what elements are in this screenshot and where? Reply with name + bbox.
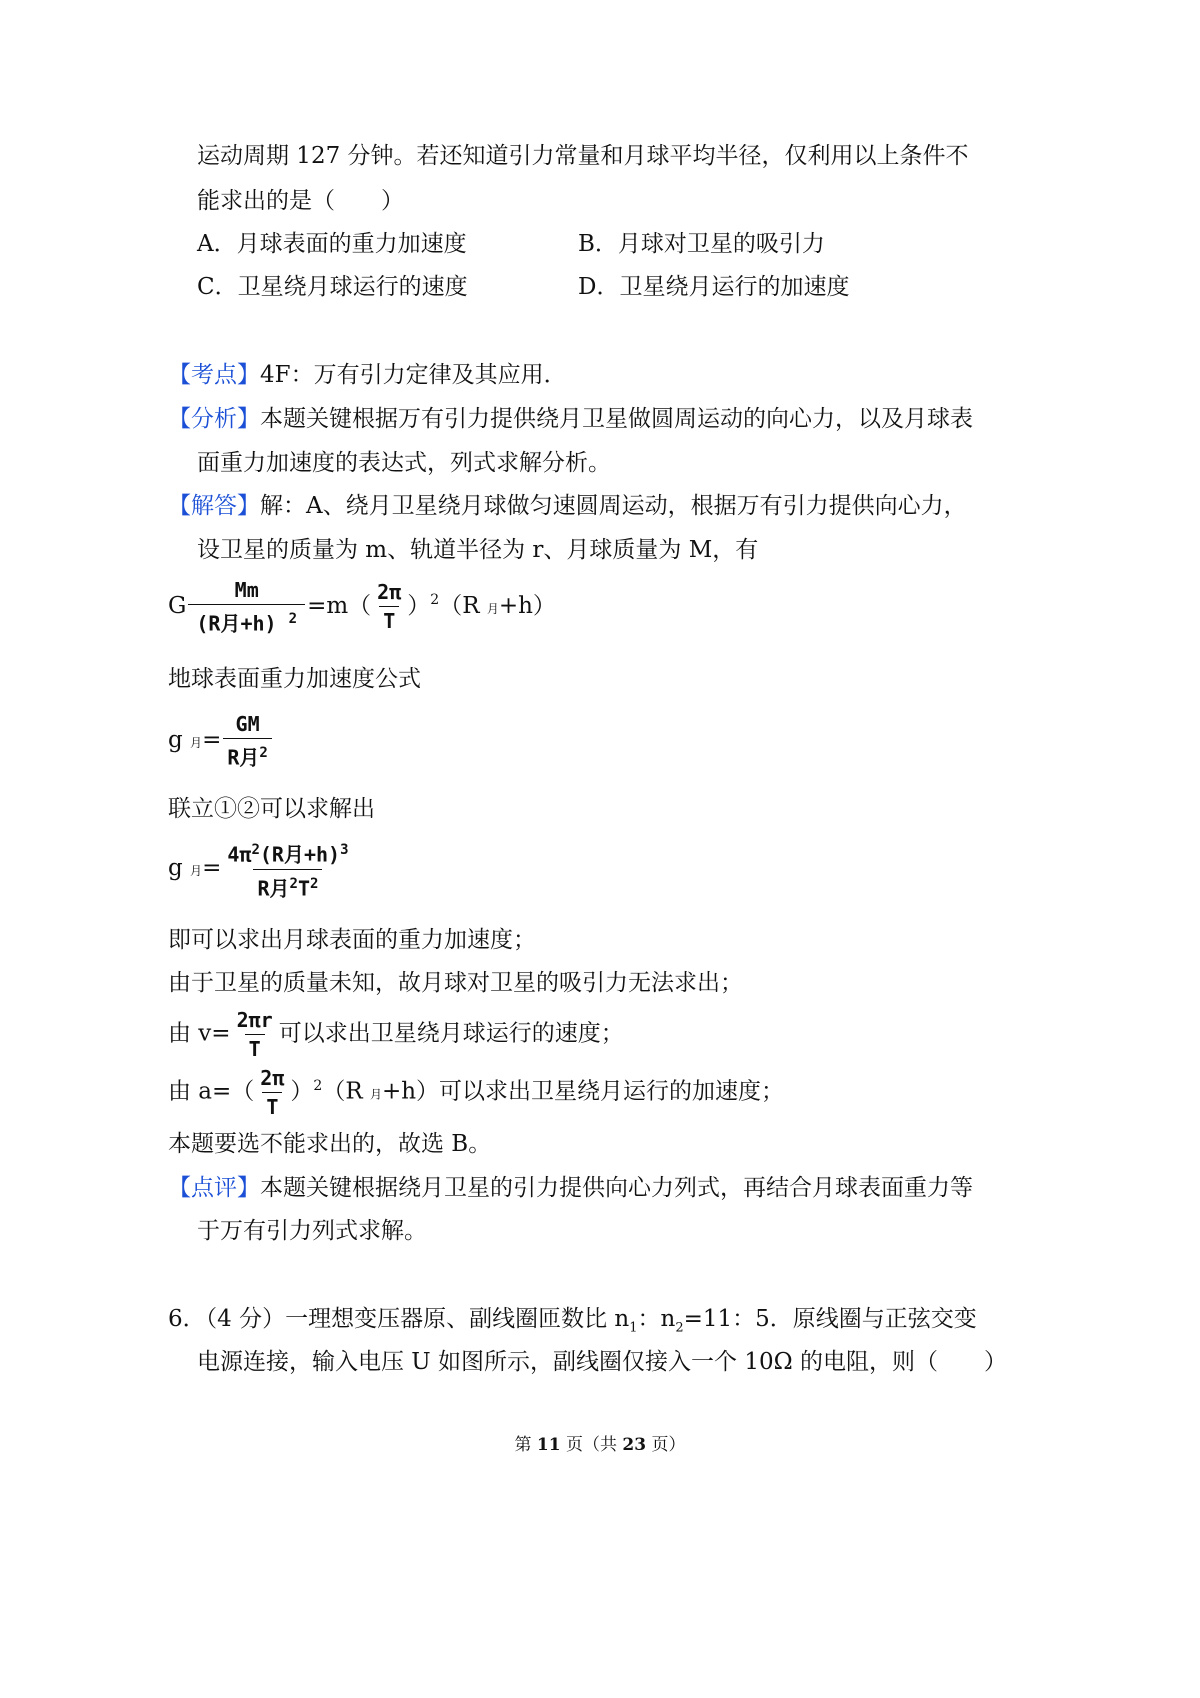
option-a: A．月球表面的重力加速度 (197, 231, 467, 257)
option-b: B．月球对卫星的吸引力 (578, 231, 825, 257)
page-footer: 第 11 页（共 23 页） (514, 1435, 686, 1455)
kaodian-tag: 【考点】 (168, 362, 260, 388)
fenxi-line1: 本题关键根据万有引力提供绕月卫星做圆周运动的向心力，以及月球表 (260, 406, 973, 432)
fenxi-row (168, 404, 973, 434)
equation-g-moon: g 月= $\frac{GM}{R月^2}$ (168, 712, 274, 770)
dianping-tag: 【点评】 (168, 1175, 260, 1201)
dianping-line1: 本题关键根据绕月卫星的引力提供向心力列式，再结合月球表面重力等 (260, 1175, 973, 1201)
fraction-2pi-t-accel: $\frac{2\pi}{T}$ (260, 1066, 285, 1119)
jieda-row (168, 491, 967, 521)
equation-velocity: 由 v= $\frac{2\pi r}{T}$ 可以求出卫星绕月球运行的速度； (168, 1008, 624, 1061)
jieda-line1: 解：A、绕月卫星绕月球做匀速圆周运动，根据万有引力提供向心力， (260, 493, 967, 519)
jieda-line4: 联立①②可以求解出 (168, 796, 375, 822)
equation-acceleration: 由 a=（ $\frac{2\pi}{T}$ ）$^2$（R 月+h）可以求出卫星绕月运行的加速度； (168, 1066, 785, 1119)
page-number: 11 (536, 1435, 561, 1455)
dianping-row (168, 1173, 973, 1203)
fraction-4pi2: $\frac{4\pi^2(R月+h)^3}{R月^2T^2}$ (227, 842, 349, 901)
jieda-line3: 地球表面重力加速度公式 (168, 666, 421, 692)
jieda-line2: 设卫星的质量为 m、轨道半径为 r、月球质量为 M，有 (197, 537, 759, 563)
option-c: C．卫星绕月球运行的速度 (197, 274, 468, 300)
kaodian-text: 4F：万有引力定律及其应用． (260, 362, 567, 388)
jieda-line5: 即可以求出月球表面的重力加速度； (168, 927, 536, 953)
jieda-tag: 【解答】 (168, 493, 260, 519)
equation-gravity: G $\frac{Mm}{(R月+h) ^2}$ =m（ $\frac{2\pi}{T}$ ）$^2$（R 月+h） (168, 578, 556, 636)
fenxi-tag: 【分析】 (168, 406, 260, 432)
fraction-mm: $\frac{Mm}{(R月+h) ^2}$ (188, 578, 305, 636)
fenxi-line2: 面重力加速度的表达式，列式求解分析。 (197, 450, 611, 476)
dianping-line2: 于万有引力列式求解。 (197, 1218, 427, 1244)
question5-line1: 运动周期 127 分钟。若还知道引力常量和月球平均半径，仅利用以上条件不 (197, 143, 969, 169)
question6-line2: 电源连接，输入电压 U 如图所示，副线圈仅接入一个 10Ω 的电阻，则（ ） (197, 1349, 1007, 1375)
question5-line2: 能求出的是（ ） (197, 188, 404, 214)
fraction-gm-r2: $\frac{GM}{R月^2}$ (223, 712, 271, 770)
fraction-2pir-t: $\frac{2\pi r}{T}$ (236, 1008, 273, 1061)
equation-g-moon-result: g 月= $\frac{4\pi^2(R月+h)^3}{R月^2T^2}$ (168, 838, 355, 900)
kaodian-row (168, 360, 567, 390)
fraction-2pi-t: $\frac{2\pi}{T}$ (377, 580, 402, 634)
jieda-line7: 本题要选不能求出的，故选 B。 (168, 1131, 492, 1157)
question6-line1: 6．（4 分）一理想变压器原、副线圈匝数比 $n_1$：$n_2=11$：5．原线圈与正弦交变 (168, 1306, 977, 1336)
jieda-line6: 由于卫星的质量未知，故月球对卫星的吸引力无法求出； (168, 970, 743, 996)
page-total: 23 (622, 1435, 647, 1455)
option-d: D．卫星绕月运行的加速度 (578, 274, 850, 300)
